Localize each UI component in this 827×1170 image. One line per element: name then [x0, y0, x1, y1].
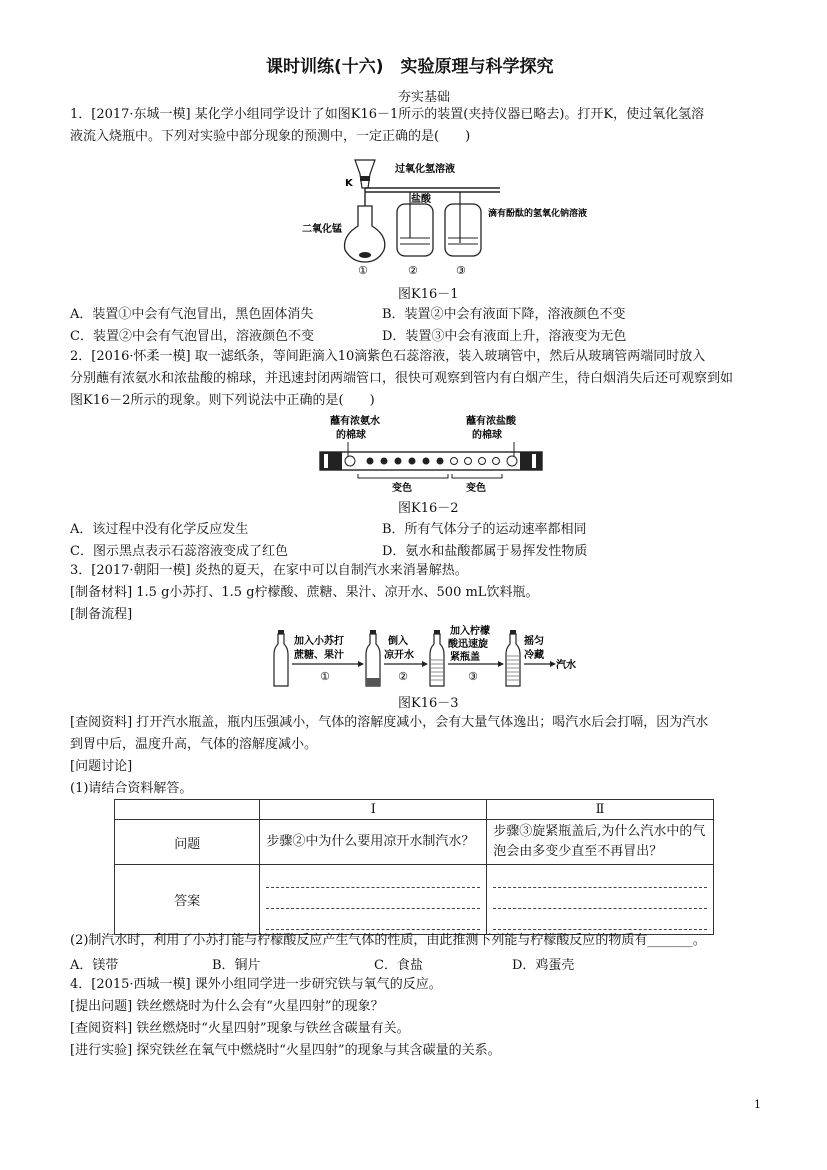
figure-k16-1: [300, 158, 588, 277]
q3-process: [制备流程]: [70, 607, 133, 622]
q2-line3: 图K16－2所示的现象。则下列说法中正确的是( ): [70, 393, 375, 408]
q1-line1: 1．[2017·东城一模] 某化学小组同学设计了如图K16－1所示的装置(夹持仪器已略去)。打开K，使过氧化氢溶: [70, 107, 705, 122]
answer-blank[interactable]: [493, 869, 707, 888]
fig2-label-right-1: 蘸有浓盐酸: [466, 416, 516, 427]
q1-option-a: A．装置①中会有气泡冒出，黑色固体消失: [70, 307, 314, 322]
fig3-step2-b: 凉开水: [384, 650, 414, 661]
q3-line1: 3．[2017·朝阳一模] 炎热的夏天，在家中可以自制汽水来消暑解热。: [70, 563, 468, 578]
fig3-num2: ②: [398, 670, 408, 683]
table-header-ii: Ⅱ: [487, 800, 714, 820]
fig3-step2-a: 倒入: [388, 636, 408, 647]
q3-option-a: A．镁带: [70, 958, 119, 973]
q3-sub1: (1)请结合资料解答。: [70, 781, 193, 796]
fig1-num1: ①: [358, 264, 368, 277]
answer-blank[interactable]: [266, 911, 480, 930]
q2-option-a: A．该过程中没有化学反应发生: [70, 522, 249, 537]
fig1-num2: ②: [408, 264, 418, 277]
fig1-num3: ③: [456, 264, 466, 277]
q3-option-d: D．鸡蛋壳: [512, 958, 575, 973]
q3-materials: [制备材料] 1.5 g小苏打、1.5 g柠檬酸、蔗糖、果汁、凉开水、500 mL饮料瓶。: [70, 585, 539, 600]
table-answer-i[interactable]: [260, 865, 487, 935]
table-corner: [115, 800, 260, 820]
figure-k16-2-caption: 图K16－2: [398, 501, 459, 516]
fig3-step4-a: 摇匀: [524, 636, 544, 647]
fig2-label-left-2: 的棉球: [336, 430, 366, 441]
fig1-label-right: 滴有酚酞的氢氧化钠溶液: [488, 209, 588, 219]
fig2-label-bottom-right: 变色: [466, 483, 486, 494]
figure-k16-3-caption: 图K16－3: [398, 696, 459, 711]
q3-option-b: B．铜片: [212, 958, 261, 973]
fig2-label-right-2: 的棉球: [472, 430, 502, 441]
q1-option-c: C．装置②中会有气泡冒出，溶液颜色不变: [70, 329, 314, 344]
fig3-step1-b: 蔗糖、果汁: [294, 650, 344, 661]
fig3-step3-c: 紧瓶盖: [450, 652, 480, 663]
q2-line2: 分别蘸有浓氨水和浓盐酸的棉球，并迅速封闭两端管口，很快可观察到管内有白烟产生，待白烟消失后还可观察到如: [70, 371, 734, 386]
answer-blank[interactable]: [266, 890, 480, 909]
answer-blank[interactable]: [493, 911, 707, 930]
fig1-label-k: K: [345, 178, 353, 189]
section-heading: 夯实基础: [398, 90, 451, 105]
fig1-label-top: 过氧化氢溶液: [395, 164, 455, 175]
fig3-step3-b: 酸迅速旋: [448, 639, 488, 650]
fig2-label-left-1: 蘸有浓氨水: [330, 416, 380, 427]
fig3-num3: ③: [468, 670, 478, 683]
table-question-i: 步骤②中为什么要用凉开水制汽水？: [260, 820, 487, 865]
q1-option-b: B．装置②中会有液面下降，溶液颜色不变: [382, 307, 626, 322]
fig3-step4-b: 冷藏: [524, 650, 544, 661]
q4-line1: 4．[2015·西城一模] 课外小组同学进一步研究铁与氧气的反应。: [70, 977, 442, 992]
q3-discuss: [问题讨论]: [70, 759, 133, 774]
fig3-step3-a: 加入柠檬: [450, 626, 490, 637]
answer-blank[interactable]: [493, 890, 707, 909]
q2-option-c: C．图示黑点表示石蕊溶液变成了红色: [70, 544, 288, 559]
figure-k16-3: [272, 626, 582, 690]
page-title: 课时训练(十六) 实验原理与科学探究: [266, 57, 554, 77]
q3-table: [114, 799, 714, 935]
table-header-i: Ⅰ: [260, 800, 487, 820]
q4-line2: [提出问题] 铁丝燃烧时为什么会有“火星四射”的现象？: [70, 999, 384, 1014]
q4-line3: [查阅资料] 铁丝燃烧时“火星四射”现象与铁丝含碳量有关。: [70, 1021, 410, 1036]
table-question-ii: 步骤③旋紧瓶盖后,为什么汽水中的气泡会由多变少直至不再冒出？: [487, 820, 714, 865]
fig1-label-mid: 盐酸: [411, 194, 431, 205]
q2-option-b: B．所有气体分子的运动速率都相同: [382, 522, 587, 537]
fig2-dots: [367, 458, 500, 465]
q3-option-c: C．食盐: [374, 958, 423, 973]
fig3-num1: ①: [320, 670, 330, 683]
q4-line4: [进行实验] 探究铁丝在氧气中燃烧时“火星四射”的现象与其含碳量的关系。: [70, 1043, 501, 1058]
q3-sub2: (2)制汽水时，利用了小苏打能与柠檬酸反应产生气体的性质，由此推测下列能与柠檬酸反应的物质有_______。: [70, 933, 706, 948]
q2-option-d: D．氨水和盐酸都属于易挥发性物质: [382, 544, 588, 559]
q3-info2: 到胃中后，温度升高，气体的溶解度减小。: [70, 737, 318, 752]
q2-line1: 2．[2016·怀柔一模] 取一滤纸条，等间距滴入10滴紫色石蕊溶液，装入玻璃管中，然后从玻璃管两端同时放入: [70, 349, 706, 364]
q1-line2: 液流入烧瓶中。下列对实验中部分现象的预测中，一定正确的是( ): [70, 129, 471, 144]
fig3-end-label: 汽水: [556, 660, 576, 671]
fig1-label-left: 二氧化锰: [302, 224, 342, 235]
fig3-step1-a: 加入小苏打: [294, 636, 344, 647]
q1-option-d: D．装置③中会有液面上升，溶液变为无色: [382, 329, 627, 344]
answer-blank[interactable]: [266, 869, 480, 888]
figure-k16-1-caption: 图K16－1: [398, 287, 459, 302]
page-number: 1: [754, 1098, 761, 1111]
figure-k16-2: [318, 414, 544, 494]
table-row-question-label: 问题: [115, 820, 260, 865]
fig2-label-bottom-left: 变色: [392, 483, 412, 494]
table-answer-ii[interactable]: [487, 865, 714, 935]
q3-info1: [查阅资料] 打开汽水瓶盖，瓶内压强减小，气体的溶解度减小，会有大量气体逸出；喝汽水后会打嗝，因为汽水: [70, 715, 709, 730]
table-row-answer-label: 答案: [115, 865, 260, 935]
